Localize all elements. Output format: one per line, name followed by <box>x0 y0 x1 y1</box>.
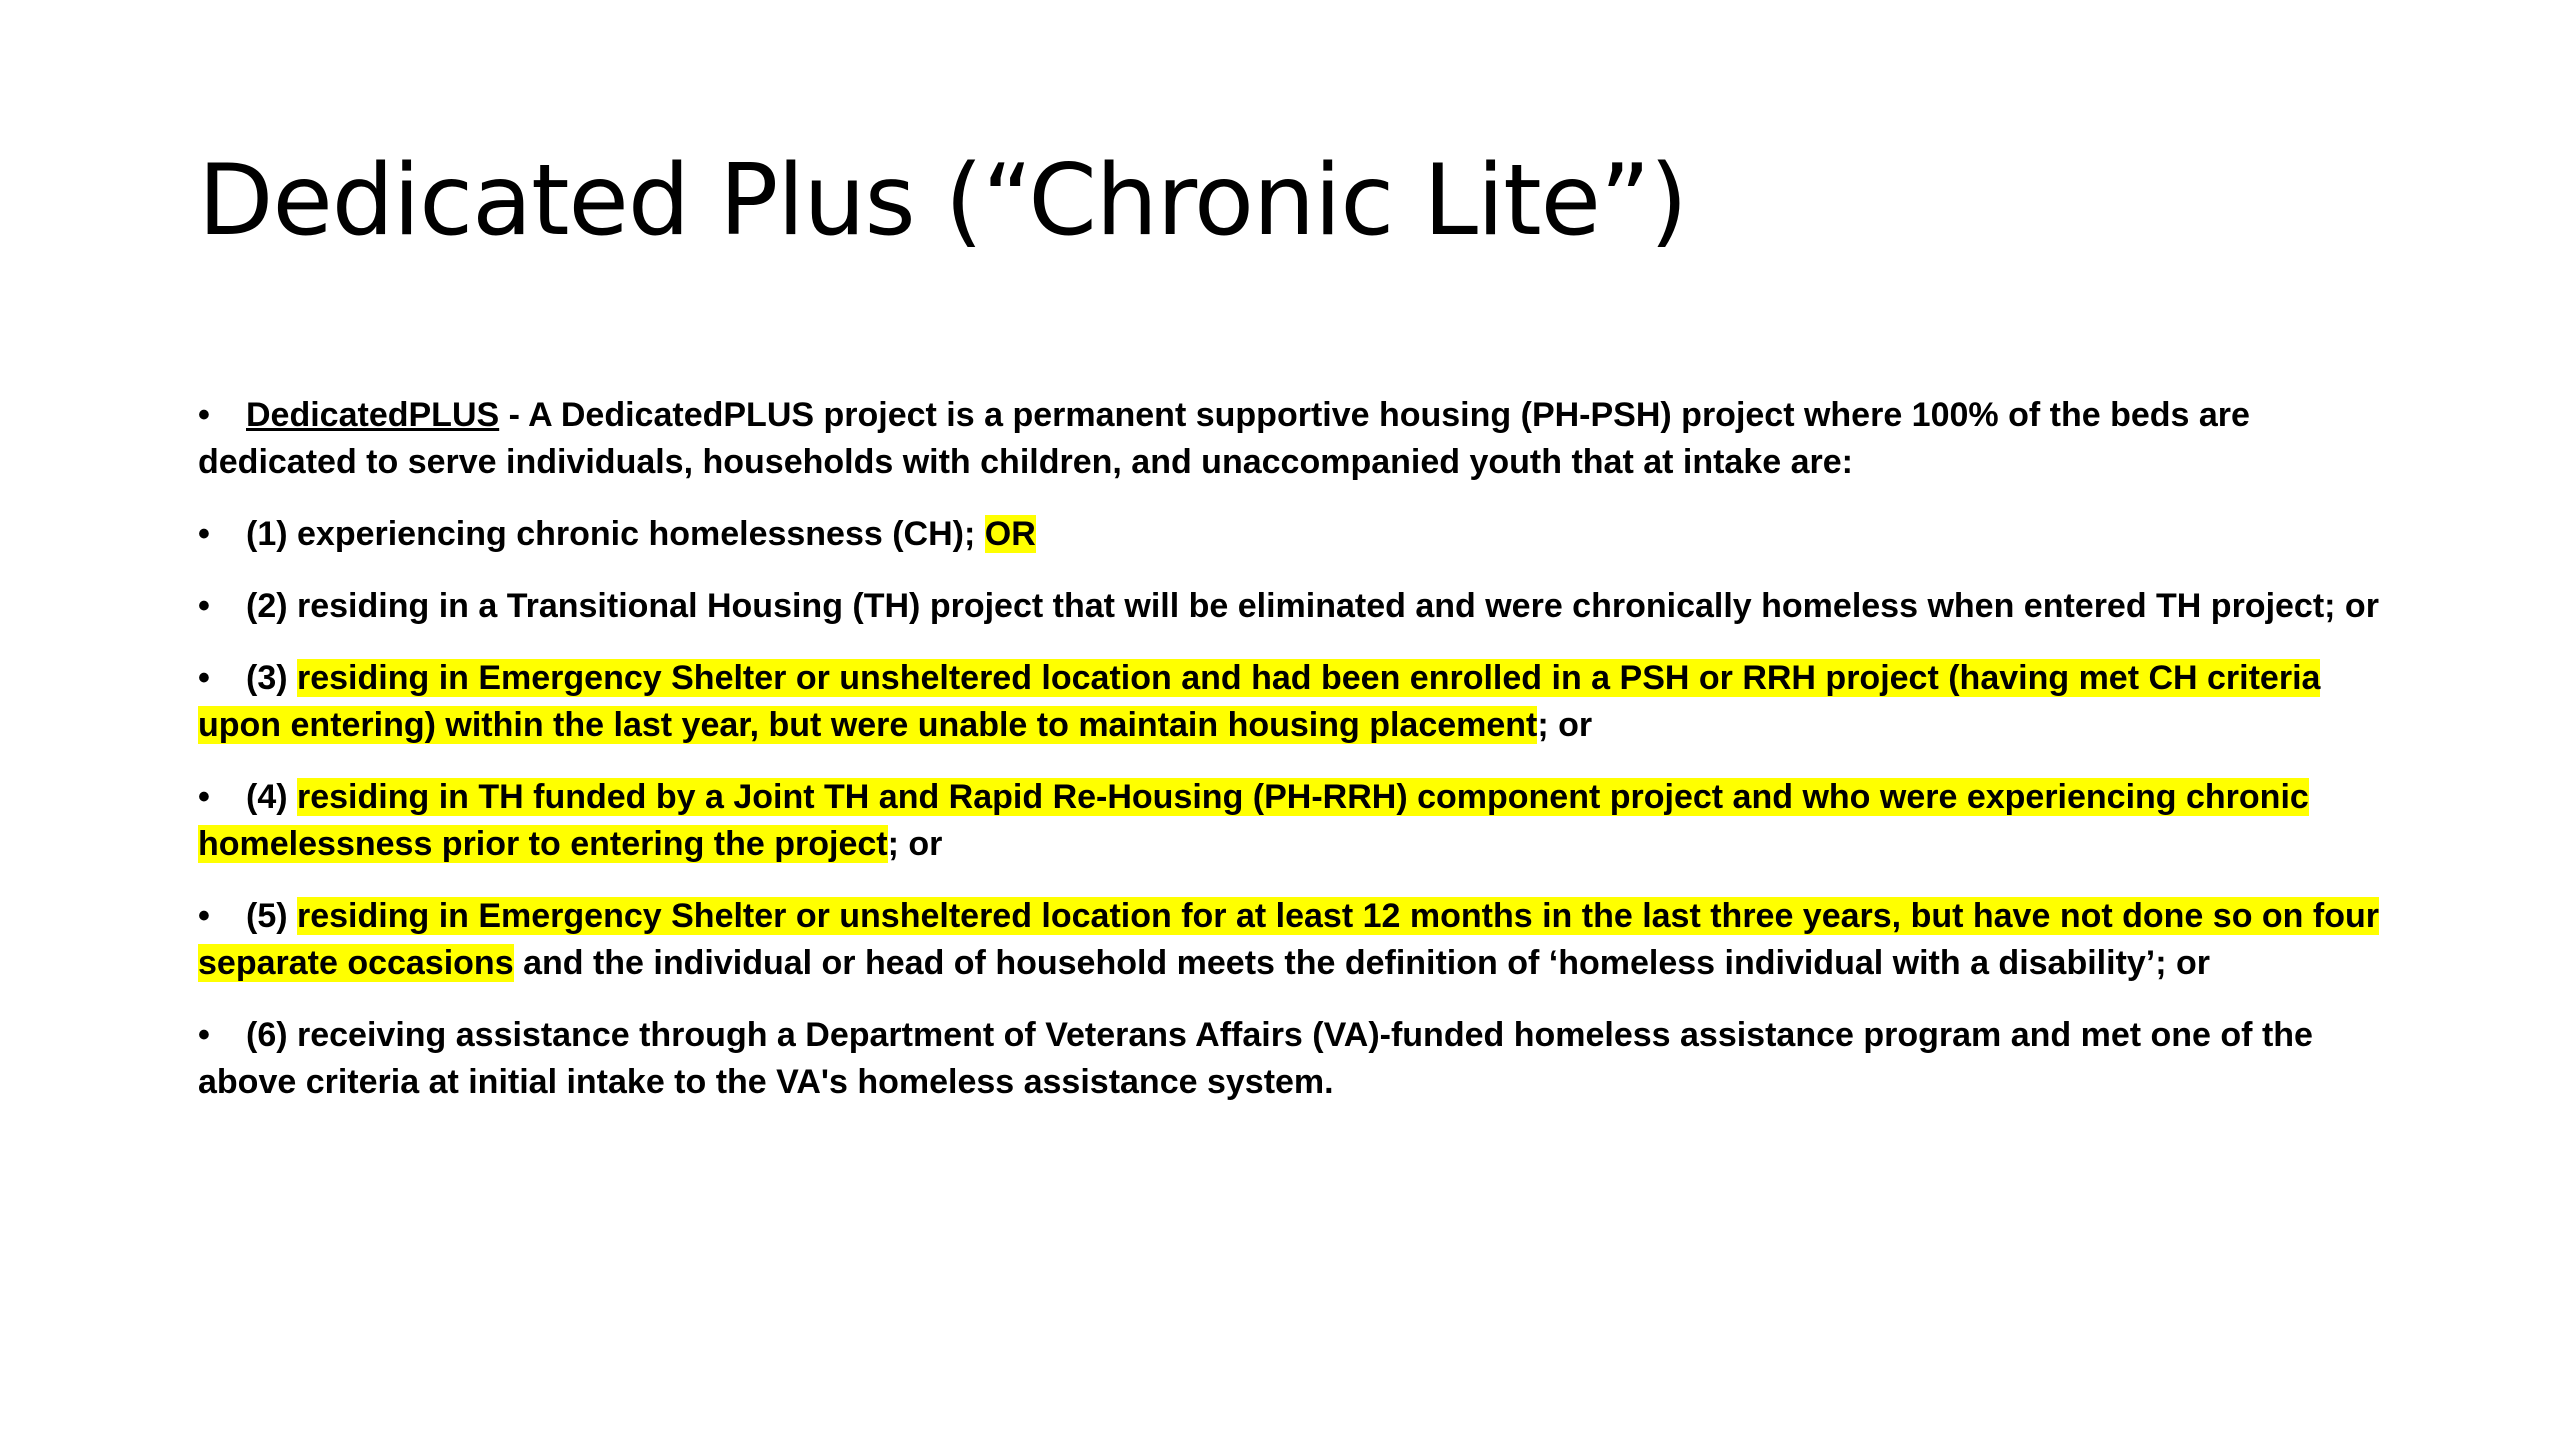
criterion-3-suffix: ; or <box>1537 706 1593 744</box>
slide-title: Dedicated Plus (“Chronic Lite”) <box>198 144 1687 258</box>
bullet-criterion-1 <box>198 511 2408 558</box>
bullet-dot-icon: • <box>198 778 210 816</box>
criterion-5-prefix: (5) <box>246 897 297 935</box>
criterion-3-prefix: (3) <box>246 659 297 697</box>
definition-text: - A DedicatedPLUS project is a permanent supportive housing (PH-PSH) project where 100% of the beds are dedicated to serve individuals, households with children, and unaccompanied youth that at intake are: <box>198 396 2250 481</box>
bullet-criterion-5 <box>198 893 2408 987</box>
bullet-criterion-6 <box>198 1012 2408 1106</box>
criterion-1-highlight: OR <box>984 515 1036 553</box>
criterion-5-suffix: and the individual or head of household meets the definition of ‘homeless individual with a disability’; or <box>513 944 2211 982</box>
criterion-2-text: (2) residing in a Transitional Housing (TH) project that will be eliminated and were chronically homeless when entered TH project; or <box>246 587 2379 625</box>
criterion-4-prefix: (4) <box>246 778 297 816</box>
definition-term: DedicatedPLUS <box>246 396 500 434</box>
bullet-criterion-4 <box>198 774 2408 868</box>
bullet-criterion-2 <box>198 583 2408 630</box>
bullet-dot-icon: • <box>198 897 210 935</box>
bullet-dot-icon: • <box>198 1016 210 1054</box>
criterion-1-text: (1) experiencing chronic homelessness (CH); <box>246 515 985 553</box>
criterion-5-highlight: residing in Emergency Shelter or unsheltered location for at least 12 months in the last three years, but have not done so on four separate occasions <box>198 897 2379 982</box>
criterion-4-suffix: ; or <box>887 825 943 863</box>
bullet-dot-icon: • <box>198 587 210 625</box>
criterion-3-highlight: residing in Emergency Shelter or unsheltered location and had been enrolled in a PSH or RRH project (having met CH criteria upon entering) within the last year, but were unable to maintain housing placement <box>198 659 2321 744</box>
criterion-4-highlight: residing in TH funded by a Joint TH and Rapid Re-Housing (PH-RRH) component project and who were experiencing chronic homelessness prior to entering the project <box>198 778 2309 863</box>
criterion-6-text: (6) receiving assistance through a Department of Veterans Affairs (VA)-funded homeless assistance program and met one of the above criteria at initial intake to the VA's homeless assistance system. <box>198 1016 2313 1101</box>
bullet-dot-icon: • <box>198 659 210 697</box>
bullet-criterion-3 <box>198 655 2408 749</box>
bullet-definition <box>198 392 2408 486</box>
bullet-dot-icon: • <box>198 396 210 434</box>
bullet-dot-icon: • <box>198 515 210 553</box>
bullet-list <box>198 392 2408 1131</box>
